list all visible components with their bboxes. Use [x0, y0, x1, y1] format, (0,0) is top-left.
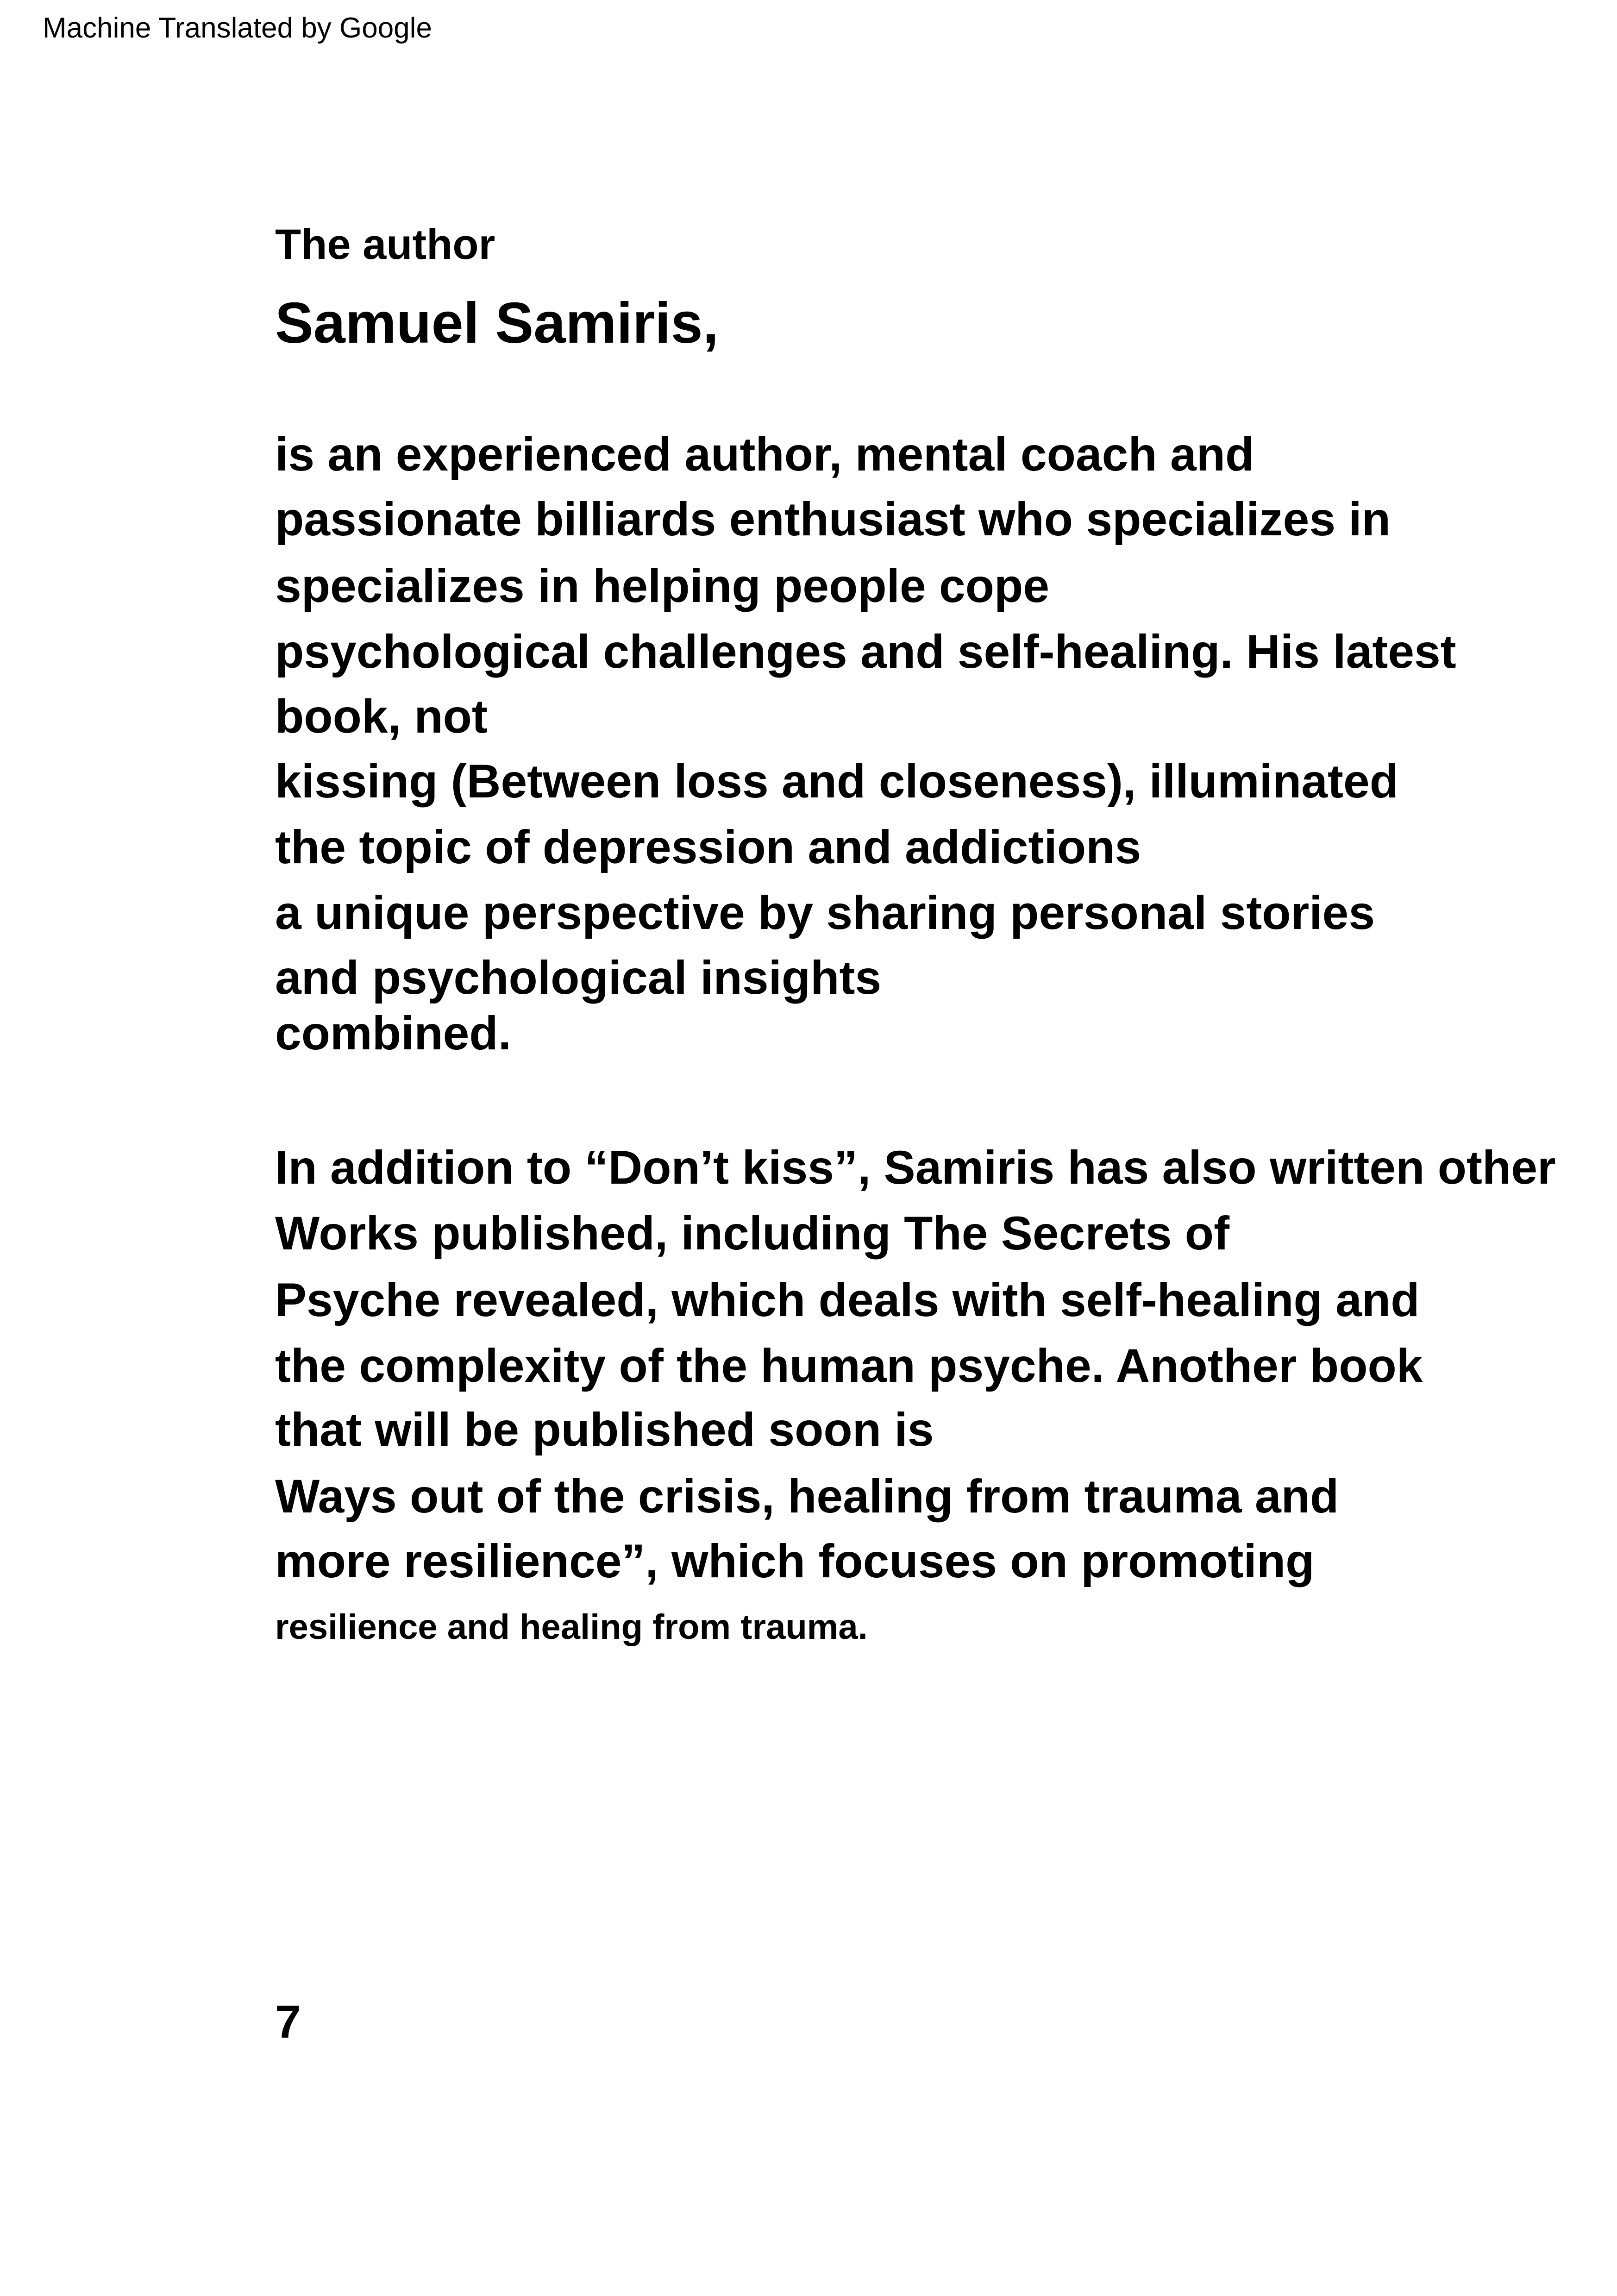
paragraph-line: book, not [275, 690, 488, 743]
paragraph-line: Works published, including The Secrets of [275, 1207, 1230, 1260]
paragraph-line: specializes in helping people cope [275, 559, 1050, 612]
paragraph-line: combined. [275, 1007, 512, 1060]
paragraph-line: a unique perspective by sharing personal stories [275, 886, 1375, 939]
paragraph-line: more resilience”, which focuses on promoting [275, 1535, 1315, 1587]
paragraph-line: kissing (Between loss and closeness), illuminated [275, 755, 1399, 808]
paragraph-line: In addition to “Don’t kiss”, Samiris has also written other [275, 1141, 1556, 1194]
machine-translation-banner: Machine Translated by Google [43, 12, 432, 44]
author-name: Samuel Samiris, [275, 291, 719, 355]
paragraph-line: resilience and healing from trauma. [275, 1607, 868, 1647]
section-label: The author [275, 221, 495, 268]
paragraph-line: Psyche revealed, which deals with self-healing and [275, 1273, 1420, 1326]
paragraph-line: psychological challenges and self-healing. His latest [275, 625, 1456, 678]
paragraph-line: the complexity of the human psyche. Another book [275, 1339, 1423, 1392]
paragraph-line: passionate billiards enthusiast who specializes in [275, 493, 1391, 546]
paragraph-line: Ways out of the crisis, healing from trauma and [275, 1470, 1339, 1523]
paragraph-line: is an experienced author, mental coach and [275, 428, 1254, 481]
paragraph-line: the topic of depression and addictions [275, 821, 1141, 873]
page-number: 7 [275, 1996, 301, 2048]
paragraph-line: and psychological insights [275, 951, 882, 1004]
paragraph-line: that will be published soon is [275, 1403, 934, 1456]
